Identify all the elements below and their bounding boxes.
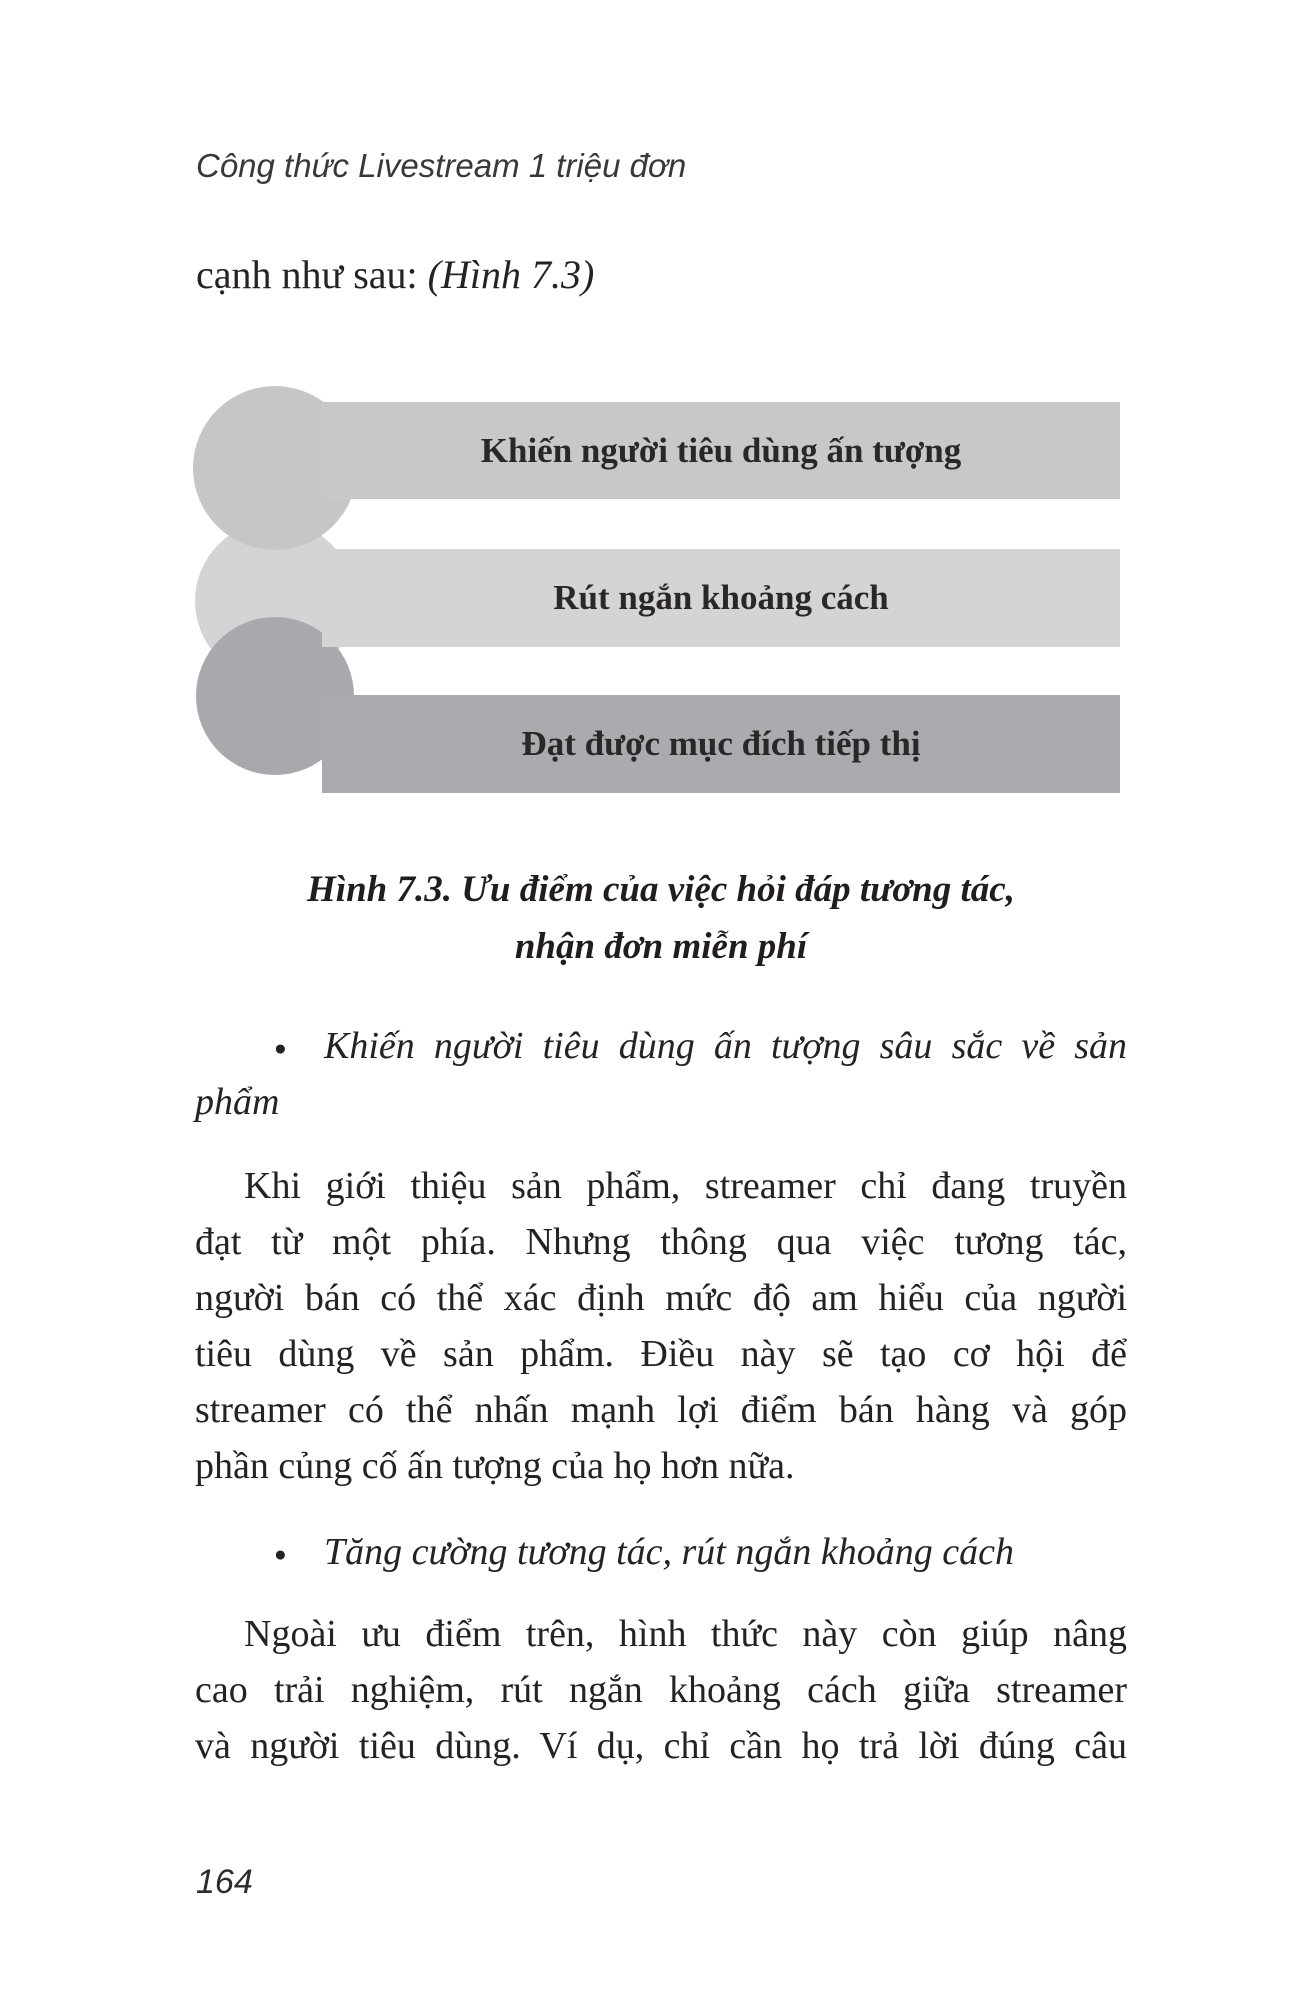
bullet-item-impress [195, 1018, 1127, 1130]
figure-bar-marketing [322, 695, 1120, 793]
paragraph-2 [195, 1606, 1127, 1774]
bullet1-line1 [195, 1018, 1127, 1074]
figure-caption [195, 861, 1127, 975]
figure-bar-distance [322, 549, 1120, 647]
bullet2-text: Tăng cường tương tác, rút ngắn khoảng cách [324, 1531, 1014, 1573]
bullet-icon: ● [274, 1036, 287, 1060]
paragraph1-line5: streamer có thể nhấn mạnh lợi điểm bán hàng và góp [195, 1389, 1127, 1431]
running-header: Công thức Livestream 1 triệu đơn [196, 147, 687, 184]
figure-bar-marketing-label: Đạt được mục đích tiếp thị [521, 724, 921, 763]
paragraph1-line6: phần củng cố ấn tượng của họ hơn nữa. [195, 1445, 795, 1487]
paragraph1-line4: tiêu dùng về sản phẩm. Điều này sẽ tạo cơ hội để [195, 1333, 1127, 1375]
figure-bar-impress [322, 402, 1120, 499]
paragraph1-line2: đạt từ một phía. Nhưng thông qua việc tương tác, [195, 1221, 1127, 1263]
paragraph2-line1: Ngoài ưu điểm trên, hình thức này còn giúp nâng [244, 1613, 1127, 1655]
intro-sentence [196, 247, 594, 303]
paragraph1-line3: người bán có thể xác định mức độ am hiểu của người [195, 1277, 1127, 1319]
bullet-icon: ● [274, 1542, 287, 1566]
paragraph2-line3: và người tiêu dùng. Ví dụ, chỉ cần họ trả lời đúng câu [195, 1725, 1127, 1767]
bullet-item-interaction [195, 1524, 1127, 1580]
figure-bar-distance-label: Rút ngắn khoảng cách [553, 578, 889, 617]
bullet1-line2: phẩm [195, 1081, 280, 1123]
bullet1-text: Khiến người tiêu dùng ấn tượng sâu sắc về sản [324, 1025, 1127, 1067]
intro-text: cạnh như sau: [196, 252, 428, 297]
bullet2-line [195, 1524, 1127, 1580]
paragraph2-line2: cao trải nghiệm, rút ngắn khoảng cách giữa streamer [195, 1669, 1127, 1711]
page-number: 164 [196, 1863, 253, 1901]
figure-bar-impress-label: Khiến người tiêu dùng ấn tượng [480, 430, 962, 470]
figure-caption-line1: Hình 7.3. Ưu điểm của việc hỏi đáp tương tác, [307, 869, 1015, 910]
figure-caption-line2: nhận đơn miễn phí [514, 926, 808, 967]
paragraph-1 [195, 1158, 1127, 1494]
paragraph1-line1: Khi giới thiệu sản phẩm, streamer chỉ đang truyền [244, 1165, 1127, 1207]
figure-reference: (Hình 7.3) [427, 252, 595, 297]
